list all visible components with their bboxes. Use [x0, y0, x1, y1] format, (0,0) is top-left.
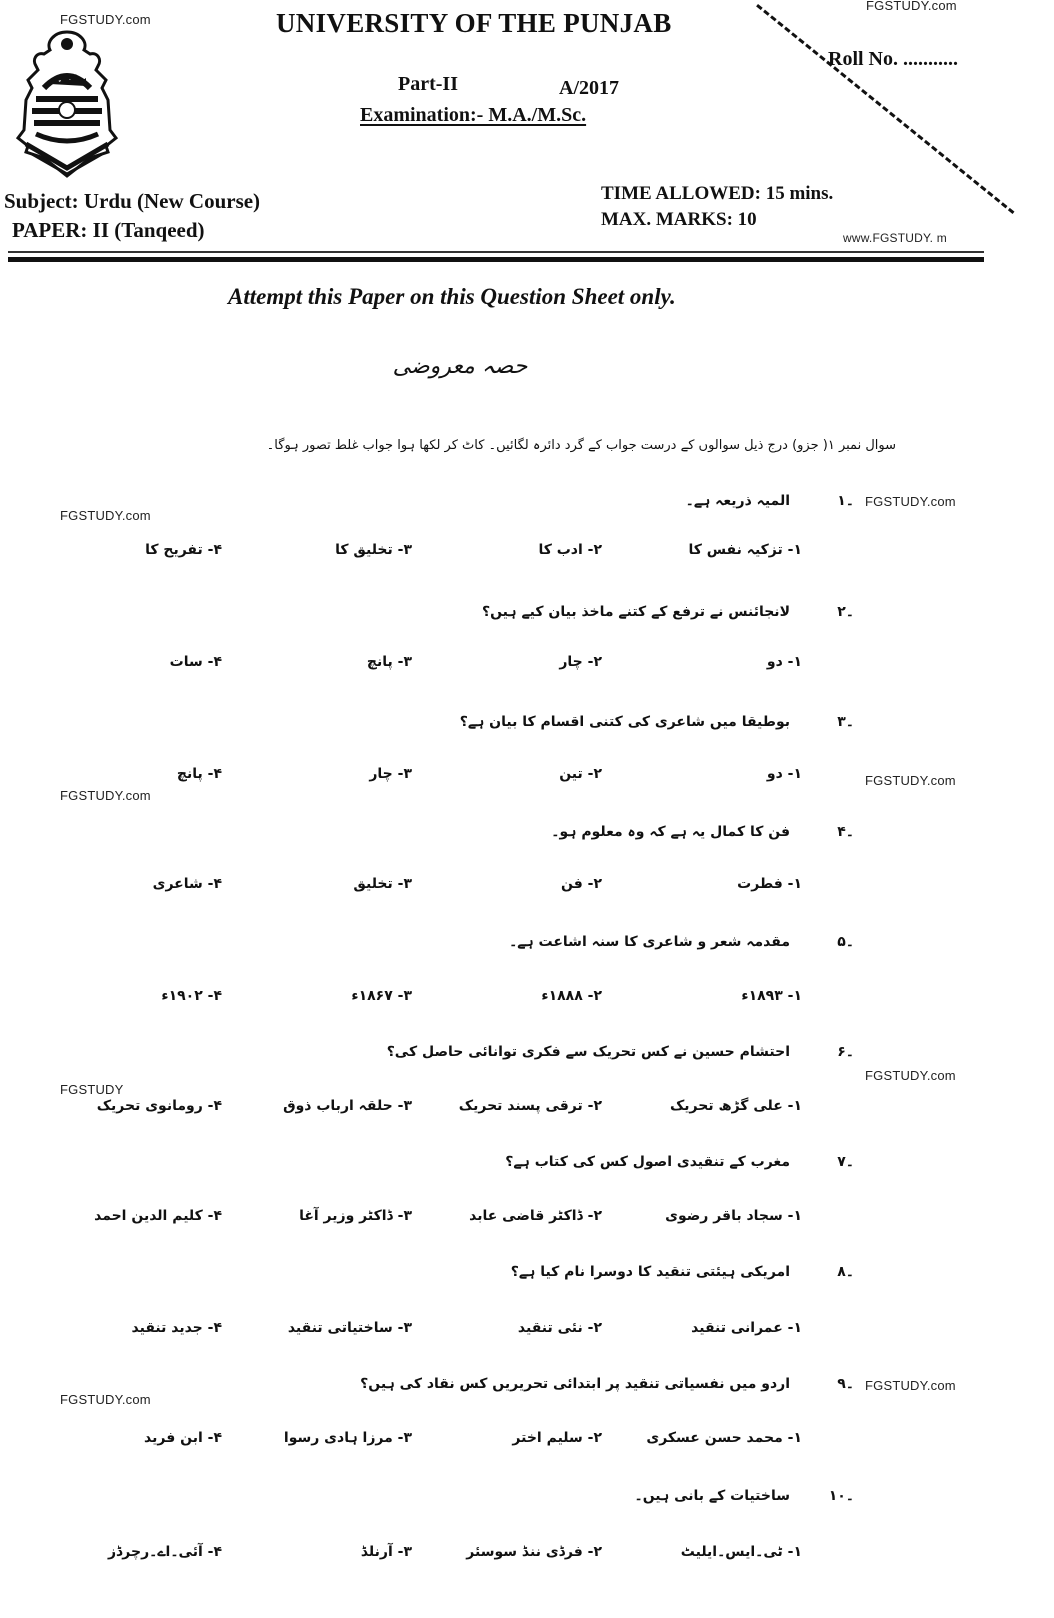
question-text: فن کا کمال یہ ہے کہ وہ معلوم ہو۔ [551, 824, 790, 840]
option-4[interactable]: ۴- پانچ [176, 766, 222, 782]
question-text: لانجائنس نے ترفع کے کتنے ماخذ بیان کیے ہیں؟ [481, 604, 790, 620]
option-1[interactable]: ۱- عمرانی تنقید [691, 1320, 802, 1336]
question-number: ۔۵ [837, 934, 854, 950]
option-3[interactable]: ۳- ساختیاتی تنقید [287, 1320, 412, 1336]
question-number: ۔۳ [837, 714, 854, 730]
roll-no-field[interactable]: Roll No. ........... [828, 48, 958, 70]
question-number: ۔۸ [837, 1264, 854, 1280]
header-divider [8, 251, 984, 253]
watermark: FGSTUDY.com [60, 1392, 151, 1407]
watermark: FGSTUDY.com [865, 1378, 956, 1393]
part-label: Part-II [398, 73, 458, 95]
question-number: ۔۴ [837, 824, 854, 840]
question-text: امریکی ہیئتی تنقید کا دوسرا نام کیا ہے؟ [510, 1264, 790, 1280]
subject-label: Subject: Urdu (New Course) [4, 189, 261, 213]
option-4[interactable]: ۴- سات [169, 654, 222, 670]
watermark: FGSTUDY.com [865, 773, 956, 788]
watermark: FGSTUDY.com [60, 508, 151, 523]
question-text: ساختیات کے بانی ہیں۔ [634, 1488, 790, 1504]
option-3[interactable]: ۳- تخلیق [353, 876, 412, 892]
option-3[interactable]: ۳- حلقہ ارباب ذوق [283, 1098, 412, 1114]
option-3[interactable]: ۳- چار [369, 766, 412, 782]
question-text: اردو میں نفسیاتی تنقید پر ابتدائی تحریریں کس نقاد کی ہیں؟ [360, 1376, 790, 1392]
question-number: ۔۱۰ [828, 1488, 854, 1504]
watermark: FGSTUDY.com [60, 12, 151, 27]
option-3[interactable]: ۳- ۱۸۶۷ء [351, 988, 412, 1004]
time-allowed: TIME ALLOWED: 15 mins. [601, 183, 834, 204]
watermark: FGSTUDY.com [865, 1068, 956, 1083]
examination-label: Examination:- M.A./M.Sc. [360, 104, 587, 126]
option-2[interactable]: ۲- ترقی پسند تحریک [458, 1098, 602, 1114]
option-3[interactable]: ۳- پانچ [366, 654, 412, 670]
option-1[interactable]: ۱- فطرت [737, 876, 802, 892]
question-number: ۔۶ [837, 1044, 854, 1060]
question-text: احتشام حسین نے کس تحریک سے فکری توانائی حاصل کی؟ [386, 1044, 790, 1060]
instruction-text: Attempt this Paper on this Question Sheet only. [228, 284, 676, 309]
question-text: مقدمہ شعر و شاعری کا سنہ اشاعت ہے۔ [509, 934, 790, 950]
option-4[interactable]: ۴- آئی۔اے۔رچرڈز [107, 1544, 222, 1560]
watermark: FGSTUDY [60, 1082, 124, 1097]
watermark: FGSTUDY.com [865, 494, 956, 509]
question-text: بوطیقا میں شاعری کی کتنی اقسام کا بیان ہے؟ [459, 714, 790, 730]
option-4[interactable]: ۴- تفریح کا [145, 542, 222, 558]
option-3[interactable]: ۳- تخلیق کا [335, 542, 412, 558]
option-3[interactable]: ۳- ڈاکٹر وزیر آغا [299, 1208, 412, 1224]
session-label: A/2017 [559, 77, 619, 99]
option-4[interactable]: ۴- ۱۹۰۲ء [161, 988, 222, 1004]
max-marks: MAX. MARKS: 10 [601, 209, 757, 230]
option-3[interactable]: ۳- آرنلڈ [360, 1544, 412, 1560]
option-1[interactable]: ۱- دو [766, 766, 802, 782]
question-number: ۔۱ [837, 493, 854, 509]
directions-text: سوال نمبر ۱( جزو) درج ذیل سوالوں کے درست جواب کے گرد دائرہ لگائیں۔ کاٹ کر لکھا ہوا جواب غلط تصور ہوگا۔ [266, 438, 896, 453]
header-divider [8, 257, 984, 262]
watermark: www.FGSTUDY. m [843, 231, 947, 245]
option-2[interactable]: ۲- فن [561, 876, 602, 892]
question-text: المیہ ذریعہ ہے۔ [685, 493, 790, 509]
option-3[interactable]: ۳- مرزا ہادی رسوا [283, 1430, 412, 1446]
option-4[interactable]: ۴- شاعری [152, 876, 222, 892]
option-4[interactable]: ۴- کلیم الدین احمد [94, 1208, 222, 1224]
option-2[interactable]: ۲- فرڈی ننڈ سوسئر [466, 1544, 602, 1560]
option-1[interactable]: ۱- سجاد باقر رضوی [665, 1208, 802, 1224]
option-4[interactable]: ۴- رومانوی تحریک [96, 1098, 222, 1114]
university-crest-logo [14, 30, 120, 180]
question-number: ۔۷ [837, 1154, 854, 1170]
option-2[interactable]: ۲- ۱۸۸۸ء [541, 988, 602, 1004]
watermark: FGSTUDY.com [866, 0, 957, 13]
option-2[interactable]: ۲- چار [559, 654, 602, 670]
watermark: FGSTUDY.com [60, 788, 151, 803]
option-1[interactable]: ۱- تزکیہ نفس کا [688, 542, 802, 558]
question-number: ۔۹ [837, 1376, 854, 1392]
option-2[interactable]: ۲- ادب کا [538, 542, 602, 558]
question-number: ۔۲ [837, 604, 854, 620]
paper-label: PAPER: II (Tanqeed) [12, 218, 205, 242]
option-2[interactable]: ۲- ڈاکٹر قاضی عابد [469, 1208, 602, 1224]
option-4[interactable]: ۴- ابن فرید [144, 1430, 222, 1446]
option-1[interactable]: ۱- ٹی۔ایس۔ایلیٹ [680, 1544, 802, 1560]
option-4[interactable]: ۴- جدید تنقید [131, 1320, 222, 1336]
option-1[interactable]: ۱- علی گڑھ تحریک [669, 1098, 802, 1114]
university-title: UNIVERSITY OF THE PUNJAB [276, 8, 672, 38]
option-2[interactable]: ۲- نئی تنقید [517, 1320, 602, 1336]
option-2[interactable]: ۲- تین [559, 766, 602, 782]
option-1[interactable]: ۱- دو [766, 654, 802, 670]
section-title: حصہ معروضی [392, 354, 528, 379]
option-2[interactable]: ۲- سلیم اختر [512, 1430, 602, 1446]
option-1[interactable]: ۱- محمد حسن عسکری [646, 1430, 802, 1446]
question-text: مغرب کے تنقیدی اصول کس کی کتاب ہے؟ [505, 1154, 790, 1170]
option-1[interactable]: ۱- ۱۸۹۳ء [741, 988, 802, 1004]
